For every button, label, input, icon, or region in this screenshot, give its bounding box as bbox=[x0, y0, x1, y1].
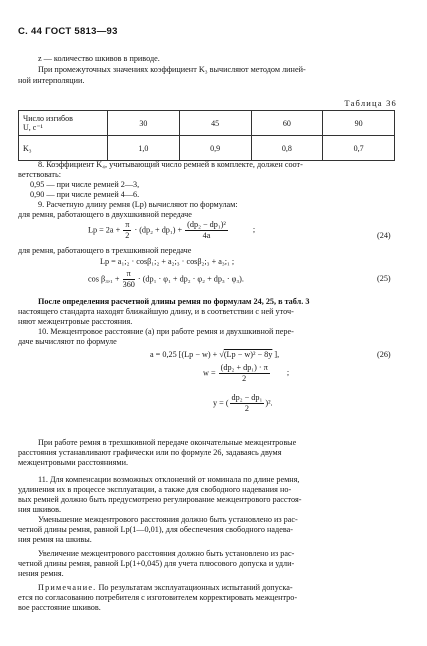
table-row-header bbox=[19, 111, 108, 136]
fraction-numerator: π bbox=[125, 220, 130, 229]
fraction bbox=[230, 393, 265, 414]
fraction-denominator: 2 bbox=[244, 404, 249, 413]
equation-number: (26) bbox=[377, 350, 391, 359]
fraction bbox=[123, 269, 135, 290]
formula-part: w = bbox=[203, 368, 218, 378]
table-cell: 90 bbox=[323, 111, 395, 136]
table-caption: Таблица 36 bbox=[344, 98, 397, 108]
note-text: По результатам эксплуатационных испытаний допуска- bbox=[98, 583, 293, 592]
text-line: для ремня, работающего в двухшкивной передаче bbox=[18, 210, 192, 219]
text-line: ветствовать: bbox=[18, 170, 62, 179]
formula-part: ². bbox=[268, 398, 273, 408]
text-line: межцентровыми расстояниями. bbox=[18, 458, 129, 467]
table-cell: 1,0 bbox=[108, 136, 180, 161]
radicand: (Lp − w)² − 8y bbox=[223, 350, 273, 359]
table-cell: 30 bbox=[108, 111, 180, 136]
text-line: няют межцентровые расстояния. bbox=[18, 317, 133, 326]
formula-part: · (dp₁ · φ₁ + dp₂ · φ₂ + dp₃ · φ₃). bbox=[137, 274, 244, 284]
note-label: Примечание. bbox=[38, 583, 97, 592]
table-cell: 60 bbox=[251, 111, 323, 136]
text-line: 9. Расчетную длину ремня (Lp) вычисляют по формулам: bbox=[38, 200, 238, 209]
table-row bbox=[19, 136, 395, 161]
table-cell: 0,9 bbox=[179, 136, 251, 161]
fraction-numerator: (dp₂ + dp₁) · π bbox=[220, 363, 268, 372]
text-line: 8. Коэффициент K₄, учитывающий число ремней в комплекте, должен соот- bbox=[38, 160, 303, 169]
text-line: вое расстояние шкивов. bbox=[18, 603, 101, 612]
table-cell: 45 bbox=[179, 111, 251, 136]
text-line: четной длины ремня, равной Lp(1+0,045) для учета плюсового допуска и удли- bbox=[18, 559, 295, 568]
row-head-text: Число изгибов bbox=[23, 114, 73, 123]
formula-24 bbox=[88, 220, 255, 241]
text-line: 10. Межцентровое расстояние (a) при работе ремня и двухшкивной пере- bbox=[38, 327, 294, 336]
text-line: настоящего стандарта находят ближайшую длину, и в соответствии с ней уточ- bbox=[18, 307, 294, 316]
formula-part: cos β₃,₁ + bbox=[88, 274, 122, 284]
table-cell: 0,8 bbox=[251, 136, 323, 161]
formula-26c: y = ( $\frac{\text{dp₂ − dp₁}}{2}$ )². bbox=[213, 393, 273, 413]
text-line: расстояния устанавливают графически или по формуле 26, задаваясь двумя bbox=[18, 448, 282, 457]
row-head-unit: U, c⁻¹ bbox=[23, 123, 43, 132]
text-line: При работе ремня в трехшкивной передаче окончательные межцентровые bbox=[38, 438, 297, 447]
formula-26b bbox=[203, 363, 289, 384]
formula-part: · (dp₂ + dp₁) + bbox=[134, 225, 185, 235]
formula-part: y = bbox=[213, 398, 226, 408]
text-line: даче вычисляют по формуле bbox=[18, 337, 117, 346]
text-line: z — количество шкивов в приводе. bbox=[38, 54, 160, 63]
formula-25b bbox=[88, 269, 244, 290]
table-row-header: K₃ bbox=[19, 136, 108, 161]
text-line: После определения расчетной длины ремня по формулам 24, 25, в табл. 3 bbox=[38, 297, 310, 306]
equation-number: (24) bbox=[377, 231, 391, 240]
text-line: Уменьшение межцентрового расстояния должно быть установлено из рас- bbox=[38, 515, 298, 524]
formula-26a bbox=[150, 350, 279, 359]
text-line: Увеличение межцентрового расстояния должно быть установлено из рас- bbox=[38, 549, 295, 558]
text-line: для ремня, работающего в трехшкивной передаче bbox=[18, 246, 192, 255]
fraction-denominator: 4a bbox=[202, 231, 211, 240]
formula-part: ; bbox=[286, 368, 290, 378]
text-line: 0,95 — при числе ремней 2—3, bbox=[30, 180, 140, 189]
fraction-numerator: dp₂ − dp₁ bbox=[231, 393, 263, 402]
note-line bbox=[38, 583, 293, 593]
text-line: При промежуточных значениях коэффициент K₃ вычисляют методом линей- bbox=[38, 65, 306, 74]
text-line: 0,90 — при числе ремней 4—6. bbox=[30, 190, 140, 199]
text-line: ется по согласованию потребителя с изготовителем корректировать межцентро- bbox=[18, 593, 298, 602]
formula-part: Lp = 2a + bbox=[88, 225, 123, 235]
text-line: вых ремней должно быть предусмотрено регулирование межцентрового расстоя- bbox=[18, 495, 302, 504]
text-line: ной интерполяции. bbox=[18, 76, 85, 85]
formula-part: a = 0,25 [(Lp − w) + √ bbox=[150, 350, 224, 359]
fraction-denominator: 2 bbox=[242, 374, 247, 383]
formula-part: ; bbox=[252, 225, 256, 235]
text-line: ния ремня на шкивы. bbox=[18, 535, 92, 544]
table-36 bbox=[18, 110, 395, 161]
text-line: ния шкивов. bbox=[18, 505, 62, 514]
equation-number: (25) bbox=[377, 274, 391, 283]
text-line: удлинения их в процессе эксплуатации, а также для свободного надевания но- bbox=[18, 485, 292, 494]
fraction-numerator: (dp₂ − dp₁)² bbox=[187, 220, 226, 229]
text-line: четной длины ремня, равной Lp(1—0,01), для обеспечения свободного надева- bbox=[18, 525, 293, 534]
formula-part: ], bbox=[272, 350, 280, 359]
text-line: нения ремня. bbox=[18, 569, 64, 578]
fraction bbox=[123, 220, 131, 241]
fraction-denominator: 360 bbox=[122, 280, 135, 289]
text-line: 11. Для компенсации возможных отклонений от номинала по длине ремня, bbox=[38, 475, 300, 484]
fraction bbox=[185, 220, 228, 241]
table-row bbox=[19, 111, 395, 136]
fraction-numerator: π bbox=[123, 269, 135, 280]
formula-25a: Lp = a₁;₂ · cosβ₁;₂ + a₂;₃ · cosβ₂;₃ + a₃;₁ ; bbox=[100, 257, 235, 266]
fraction bbox=[219, 363, 270, 384]
fraction-denominator: 2 bbox=[125, 231, 130, 240]
page-header: С. 44 ГОСТ 5813—93 bbox=[18, 26, 118, 37]
table-cell: 0,7 bbox=[323, 136, 395, 161]
